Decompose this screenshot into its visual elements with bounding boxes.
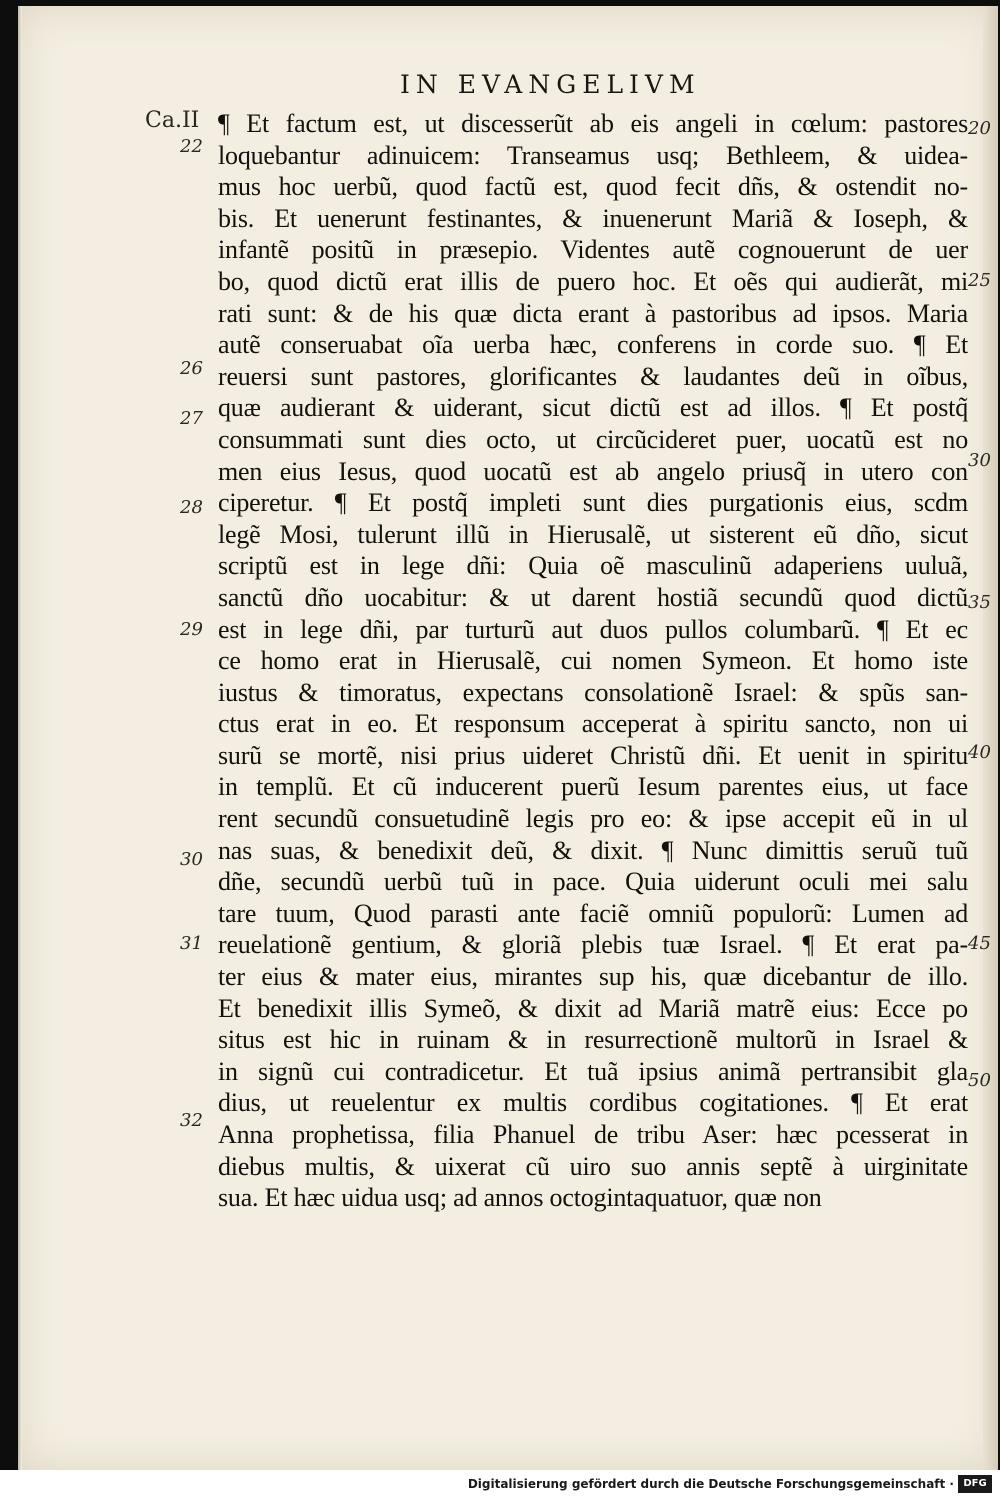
text-line: reuersi sunt pastores, glorificantes & laudantes deũ in oĩbus, [218,361,968,391]
body-text [218,108,968,1214]
text-line: autẽ conseruabat oĩa uerba hæc, conferens in corde suo. ¶ Et [218,330,968,360]
text-line: ¶ Et factum est, ut discesserũt ab eis angeli in cœlum: pastores [218,109,968,138]
text-line: rent secundũ consuetudinẽ legis pro eo: & ipse accepit eũ in ul [218,804,968,834]
text-line: bis. Et uenerunt festinantes, & inuenerunt Mariã & Ioseph, & [218,203,968,233]
right-margin-number: 35 [968,592,991,613]
text-line: dius, ut reuelentur ex multis cordibus cogitationes. ¶ Et erat [218,1088,968,1118]
right-margin-number: 30 [968,450,991,471]
left-margin-number: 28 [180,497,203,518]
text-line: loquebantur adinuicem: Transeamus usq; Bethleem, & uidea- [218,140,968,170]
text-line: men eius Iesus, quod uocatũ est ab angelo priusq̃ in utero con [218,456,968,486]
text-line: ce homo erat in Hierusalẽ, cui nomen Symeon. Et homo iste [218,646,968,676]
text-line: iustus & timoratus, expectans consolationẽ Israel: & spũs san- [218,677,968,707]
text-line: in signũ cui contradicetur. Et tuã ipsius animã pertransibit gla [218,1056,968,1086]
text-line: ter eius & mater eius, mirantes sup his, quæ dicebantur de illo. [218,962,968,992]
text-line: sanctũ dño uocabitur: & ut darent hostiã secundũ quod dictũ [218,582,968,612]
text-line: surũ se mortẽ, nisi prius uideret Christũ dñi. Et uenit in spiritu [218,740,968,770]
text-line: dñe, secundũ uerbũ tuũ in pace. Quia uiderunt oculi mei salu [218,867,968,897]
right-margin-number: 25 [968,270,991,291]
left-margin-number: 32 [180,1110,203,1131]
right-margin-number: 40 [968,742,991,763]
text-line: tare tuum, Quod parasti ante faciẽ omniũ populorũ: Lumen ad [218,898,968,928]
facing-page-edge [983,6,998,1470]
digitization-footer [0,1470,1000,1499]
left-margin-number: 27 [180,408,203,429]
left-margin-number: 26 [180,358,203,379]
funding-credit: Digitalisierung gefördert durch die Deutsche Forschungsgemeinschaft · [467,1477,954,1491]
text-line: Anna prophetissa, filia Phanuel de tribu Aser: hæc pcesserat in [218,1120,968,1149]
left-margin-number: 22 [180,136,203,157]
text-line: scriptũ est in lege dñi: Quia oẽ masculinũ adaperiens uuluã, [218,551,968,581]
text-line: est in lege dñi, par turturũ aut duos pullos columbarũ. ¶ Et ec [218,614,968,644]
right-margin-number: 45 [968,933,991,954]
text-line: reuelationẽ gentium, & gloriã plebis tuæ Israel. ¶ Et erat pa- [218,930,968,960]
text-line: consummati sunt dies octo, ut circũcideret puer, uocatũ est no [218,424,968,454]
text-line: bo, quod dictũ erat illis de puero hoc. Et oẽs qui audierãt, mi [218,266,968,296]
text-line: mus hoc uerbũ, quod factũ est, quod fecit dñs, & ostendit no- [218,172,968,202]
text-line: rati sunt: & de his quæ dicta erant à pastoribus ad ipsos. Maria [218,298,968,328]
left-margin-number: 30 [180,849,203,870]
text-line: sua. Et hæc uidua usq; ad annos octogintaquatuor, quæ non [218,1183,822,1213]
right-margin-number: 20 [968,118,991,139]
text-line: ctus erat in eo. Et responsum acceperat à spiritu sancto, non ui [218,709,968,739]
running-head: IN EVANGELIVM [400,70,701,99]
text-line: diebus multis, & uixerat cũ uiro suo annis septẽ à uirginitate [218,1151,968,1181]
dfg-logo: DFG [958,1475,992,1493]
text-line: Et benedixit illis Symeõ, & dixit ad Mariã matrẽ eius: Ecce po [218,993,968,1023]
page-gutter-shadow [18,6,22,1470]
text-line: nas suas, & benedixit deũ, & dixit. ¶ Nunc dimittis seruũ tuũ [218,835,968,865]
text-line: quæ audierant & uiderant, sicut dictũ est ad illos. ¶ Et postq̃ [218,393,968,423]
text-line: ciperetur. ¶ Et postq̃ impleti sunt dies purgationis eius, scdm [218,488,968,518]
left-margin-number: 31 [180,933,203,954]
text-line: situs est hic in ruinam & in resurrectionẽ multorũ in Israel & [218,1025,968,1055]
text-line: in templũ. Et cũ inducerent puerũ Iesum parentes eius, ut face [218,772,968,802]
text-line: infantẽ positũ in præsepio. Videntes autẽ cognouerunt de uer [218,235,968,265]
text-line: legẽ Mosi, tulerunt illũ in Hierusalẽ, ut sisterent eũ dño, sicut [218,519,968,549]
right-margin-number: 50 [968,1070,991,1091]
left-margin-number: 29 [180,619,203,640]
chapter-marker: Ca.II [145,108,200,133]
